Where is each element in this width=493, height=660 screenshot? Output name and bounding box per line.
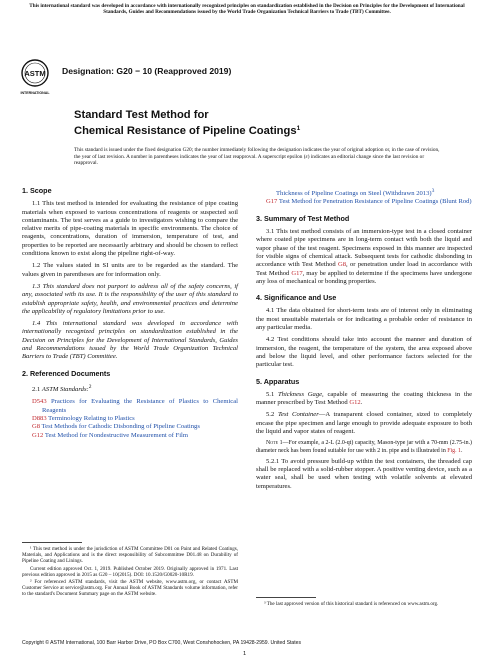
paragraph-1-1: 1.1 This test method is intended for evaluating the resistance of pipe coating materials when exposed to various concentrations of reagents or suspected soil contaminants. The test serves as a guide to investigators wishing to compare the relative merits of pipe-coating materials in specific environments. The choice of reagents, concentrations, duration of immersion, temperature of test, and properties to be reported are necessarily arbitrary and should be chosen to reflect conditions known to exist along the pipeline right-of-way.	[22, 200, 238, 258]
svg-text:ASTM: ASTM	[24, 69, 46, 78]
designation: Designation: G20 − 10 (Reapproved 2019)	[62, 66, 232, 76]
footnote-divider-right	[256, 597, 316, 598]
section-heading-summary: 3. Summary of Test Method	[256, 213, 350, 223]
reference-g12-continued: Thickness of Pipeline Coatings on Steel (Withdrawn 2013)$^3$	[276, 188, 435, 198]
inline-link-g12[interactable]: G12	[349, 399, 361, 407]
right-column	[256, 187, 472, 495]
inline-link-fig-1[interactable]: Fig. 1	[447, 447, 461, 454]
paragraph-1-2: 1.2 The values stated in SI units are to be regarded as the standard. The values given in parentheses are for information only.	[22, 262, 238, 278]
astm-logo-icon	[20, 57, 50, 101]
reference-link-g12[interactable]: G12	[32, 431, 44, 439]
paragraph-4-1: 4.1 The data obtained for short-term tests are of interest only in eliminating the most unsuitable materials or for indicating a probable order of resistance in any particular media.	[256, 307, 472, 332]
reference-link-d883[interactable]: D883	[32, 415, 47, 423]
footnote-1: ¹ This test method is under the jurisdiction of ASTM Committee D01 on Paint and Related Coatings, Materials, and Applications and is the direct responsibility of Subcommittee D01.48 on Durability of Pipeline Coating and Linings.	[22, 546, 238, 565]
note-1: Note 1—For example, a 2-L (2.0-qt) capacity, Mason-type jar with a 70-mm (2.75-in.) diameter neck has been found suitable for use with 2 in. pipe and is illustrated in Fig. 1.	[256, 440, 472, 454]
left-column	[22, 187, 238, 440]
top-notice: This international standard was developed in accordance with internationally recognized principles on standardization established in the Decision on Principles for the Development of International Standards, Guides and Recommendations issued by the World Trade Organization Technical Barriers to Trade (TBT) Committee.	[29, 3, 465, 16]
paragraph-3-1: 3.1 This test method consists of an immersion-type test in a closed container where coated pipe specimens are in long-term contact with both the liquid and vapor phase of the test reagent. Specimens exposed in this manner are inspected for visible signs of chemical attack. Subsequent tests for cathodic disbonding in accordance with Test Method G8, or penetration under load in accordance with Test Method G17, may be applied to determine if the specimens have undergone any loss of mechanical or bonding properties.	[256, 228, 472, 285]
paragraph-4-2: 4.2 Test conditions should take into account the manner and duration of immersion, the reagent, the temperature of the system, the area exposed above and below the liquid level, and other performance factors selected for the particular test.	[256, 336, 472, 369]
footnote-2: ² For referenced ASTM standards, visit the ASTM website, www.astm.org, or contact ASTM Customer Service at service@astm.org. For Annual Book of ASTM Standards volume information, refer to the standard's Document Summary page on the ASTM website.	[22, 579, 238, 598]
footnotes-right	[256, 601, 472, 607]
reference-link-d543[interactable]: D543	[32, 398, 47, 406]
footnote-3: ³ The last approved version of this historical standard is referenced on www.astm.org.	[264, 601, 439, 607]
document-title	[74, 109, 454, 138]
footnotes-left	[22, 546, 238, 599]
paragraph-1-4: 1.4 This international standard was developed in accordance with internationally recognized principles on standardization established in the Decision on Principles for the Development of International Standards, Guides and Recommendations issued by the World Trade Organization Technical Barriers to Trade (TBT) Committee.	[22, 320, 238, 361]
paragraph-5-2-1: 5.2.1 To avoid pressure build-up within the test containers, the threaded cap shall be replaced with a solid-rubber stopper. A positive venting device, such as a water seal, shall be used when testing with volatile solvents at elevated temperatures.	[256, 457, 472, 490]
section-heading-significance: 4. Significance and Use	[256, 293, 337, 303]
paragraph-5-2: 5.2 Test Container—A transparent closed container, sized to completely encase the pipe specimen and large enough to provide adequate exposure to both the liquid and vapor states of reagent.	[256, 411, 473, 436]
section-heading-apparatus: 5. Apparatus	[256, 376, 300, 386]
reference-g17: G17 Test Method for Penetration Resistance of Pipeline Coatings (Blunt Rod)	[266, 198, 472, 206]
title-line-2: Chemical Resistance of Pipeline Coatings$^1$	[74, 125, 301, 137]
reference-link-g8[interactable]: G8	[32, 423, 41, 431]
page-number: 1	[243, 651, 247, 657]
inline-link-g8[interactable]: G8	[337, 261, 347, 269]
inline-link-g17[interactable]: G17	[291, 269, 303, 277]
reference-g12: G12 Test Method for Nondestructive Measurement of Film	[32, 431, 188, 439]
section-heading-scope: 1. Scope	[22, 186, 52, 195]
footnote-divider	[22, 542, 82, 543]
paragraph-5-1: 5.1 Thickness Gage, capable of measuring the coating thickness in the manner prescribed by Test Method G12.	[256, 390, 472, 407]
reference-g8: G8 Test Methods for Cathodic Disbonding of Pipeline Coatings	[32, 423, 200, 431]
title-line-1: Standard Test Method for	[74, 109, 209, 121]
reference-link-g17[interactable]: G17	[266, 198, 278, 206]
footnote-1-edition: Current edition approved Oct. 1, 2019. Published October 2019. Originally approved in 1971. Last previous edition approved in 2015 as G20 – 10(2015). DOI: 10.1520/G0020-10R19.	[22, 565, 238, 578]
paragraph-1-3: 1.3 This standard does not purport to address all of the safety concerns, if any, associated with its use. It is the responsibility of the user of this standard to establish appropriate safety, health, and environmental practices and determine the applicability of regulatory limitations prior to use.	[22, 282, 238, 315]
copyright-address: Copyright © ASTM International, 100 Barr Harbor Drive, PO Box C700, West Conshohocken, PA 19428-2959. United States	[22, 640, 302, 646]
reference-d883: D883 Terminology Relating to Plastics	[32, 415, 135, 423]
section-heading-referenced-documents: 2. Referenced Documents	[22, 368, 111, 378]
logo-text: INTERNATIONAL	[20, 91, 50, 95]
reference-d543: D543 Practices for Evaluating the Resistance of Plastics to Chemical Reagents	[32, 398, 238, 414]
standard-issue-note: This standard is issued under the fixed designation G20; the number immediately following the designation indicates the year of original adoption or, in the case of revision, the year of last revision. A number in parentheses indicates the year of last reapproval. A superscript epsilon (ε) indicates an editorial change since the last revision or reapproval.	[74, 147, 440, 167]
paragraph-2-1: 2.1 ASTM Standards:$^2$	[32, 383, 92, 394]
